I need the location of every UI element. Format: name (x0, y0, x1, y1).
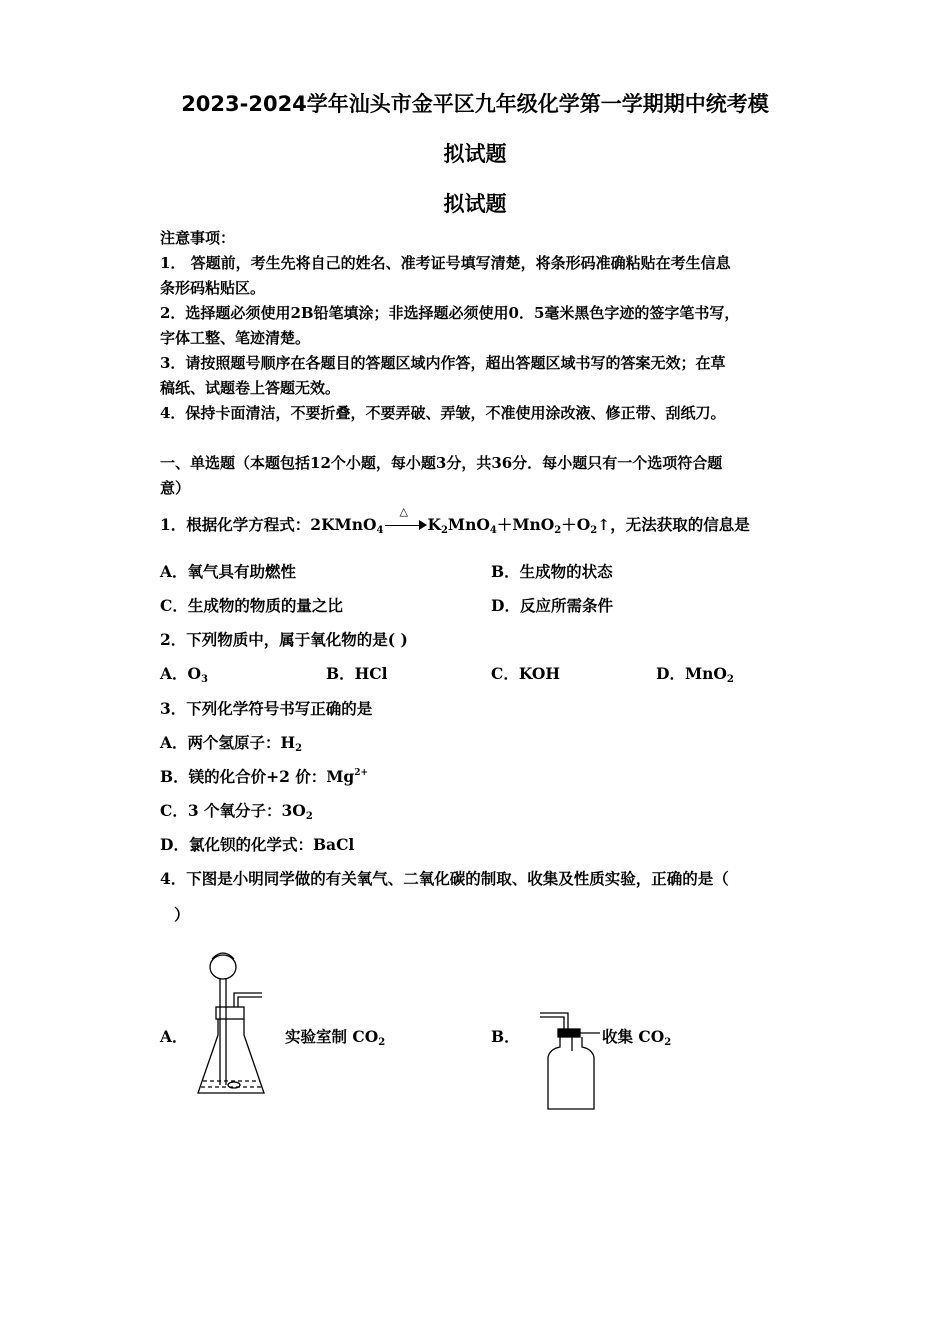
question-2-option-c: C．KOH (491, 664, 561, 683)
notice-heading: 注意事项： (160, 229, 236, 247)
notice-item-3: 3．请按照题号顺序在各题目的答题区域内作答，超出答题区域书写的答案无效；在草 (160, 354, 726, 372)
co2-generation-apparatus-icon (190, 945, 275, 1100)
question-4-option-b-text: 收集 $CO_2$ (602, 1027, 672, 1048)
question-3-option-d: D．氯化钡的化学式：BaCl (160, 835, 355, 854)
question-1-option-d: D．反应所需条件 (491, 596, 613, 615)
question-3-option-c: C．3 个氧分子：$3O_2$ (160, 801, 313, 822)
question-2-option-a: A．$O_3$ (160, 664, 208, 685)
page-title-line2: 拟试题 (443, 142, 507, 166)
question-4-stem-cont: ） (174, 905, 190, 924)
question-3-stem: 3．下列化学符号书写正确的是 (160, 699, 373, 718)
section-heading: 一、单选题（本题包括12个小题，每小题3分，共36分．每小题只有一个选项符合题 (160, 454, 723, 472)
question-4-option-b-label: B． (491, 1027, 520, 1046)
page-title: 2023-2024学年汕头市金平区九年级化学第一学期期中统考模 (181, 92, 769, 116)
section-heading-cont: 意） (160, 479, 191, 497)
notice-item-1-cont: 条形码粘贴区。 (160, 279, 266, 297)
question-1-option-c: C．生成物的物质的量之比 (160, 596, 343, 615)
question-2-option-d: D．MnO$_2$ (656, 664, 734, 685)
question-1-option-b: B．生成物的状态 (491, 562, 613, 581)
question-1-option-a: A．氧气具有助燃性 (160, 562, 297, 581)
gas-collecting-bottle-icon (530, 1005, 605, 1115)
notice-item-2-cont: 字体工整、笔迹清楚。 (160, 329, 311, 347)
question-1-stem: 1．根据化学方程式：2KMnO$_4$ △ $K_2MnO_4+MnO_2+O_2↑$，无法获取的信息是 (160, 505, 750, 536)
question-4-option-a-text: 实验室制 $CO_2$ (285, 1027, 386, 1048)
notice-item-4: 4．保持卡面清洁，不要折叠，不要弄破、弄皱，不准使用涂改液、修正带、刮纸刀。 (160, 404, 726, 422)
question-3-option-a: A．两个氢原子：$H_2$ (160, 733, 303, 754)
question-3-option-b: B．镁的化合价+2 价：$Mg^{2+}$ (160, 767, 369, 786)
question-2-option-b: B．HCl (326, 664, 388, 683)
notice-item-1: 1． 答题前，考生先将自己的姓名、准考证号填写清楚，将条形码准确粘贴在考生信息 (160, 254, 731, 272)
notice-item-2: 2．选择题必须使用2B铅笔填涂；非选择题必须使用0．5毫米黑色字迹的签字笔书写， (160, 304, 740, 322)
heat-arrow-icon: △ (385, 519, 425, 533)
question-4-stem: 4．下图是小明同学做的有关氧气、二氧化碳的制取、收集及性质实验，正确的是（ (160, 869, 729, 888)
page-title-line3: 拟试题 (443, 192, 507, 216)
question-4-option-a-label: A． (160, 1027, 188, 1046)
notice-item-3-cont: 稿纸、试题卷上答题无效。 (160, 379, 341, 397)
question-2-stem: 2．下列物质中，属于氧化物的是( ) (160, 630, 408, 649)
